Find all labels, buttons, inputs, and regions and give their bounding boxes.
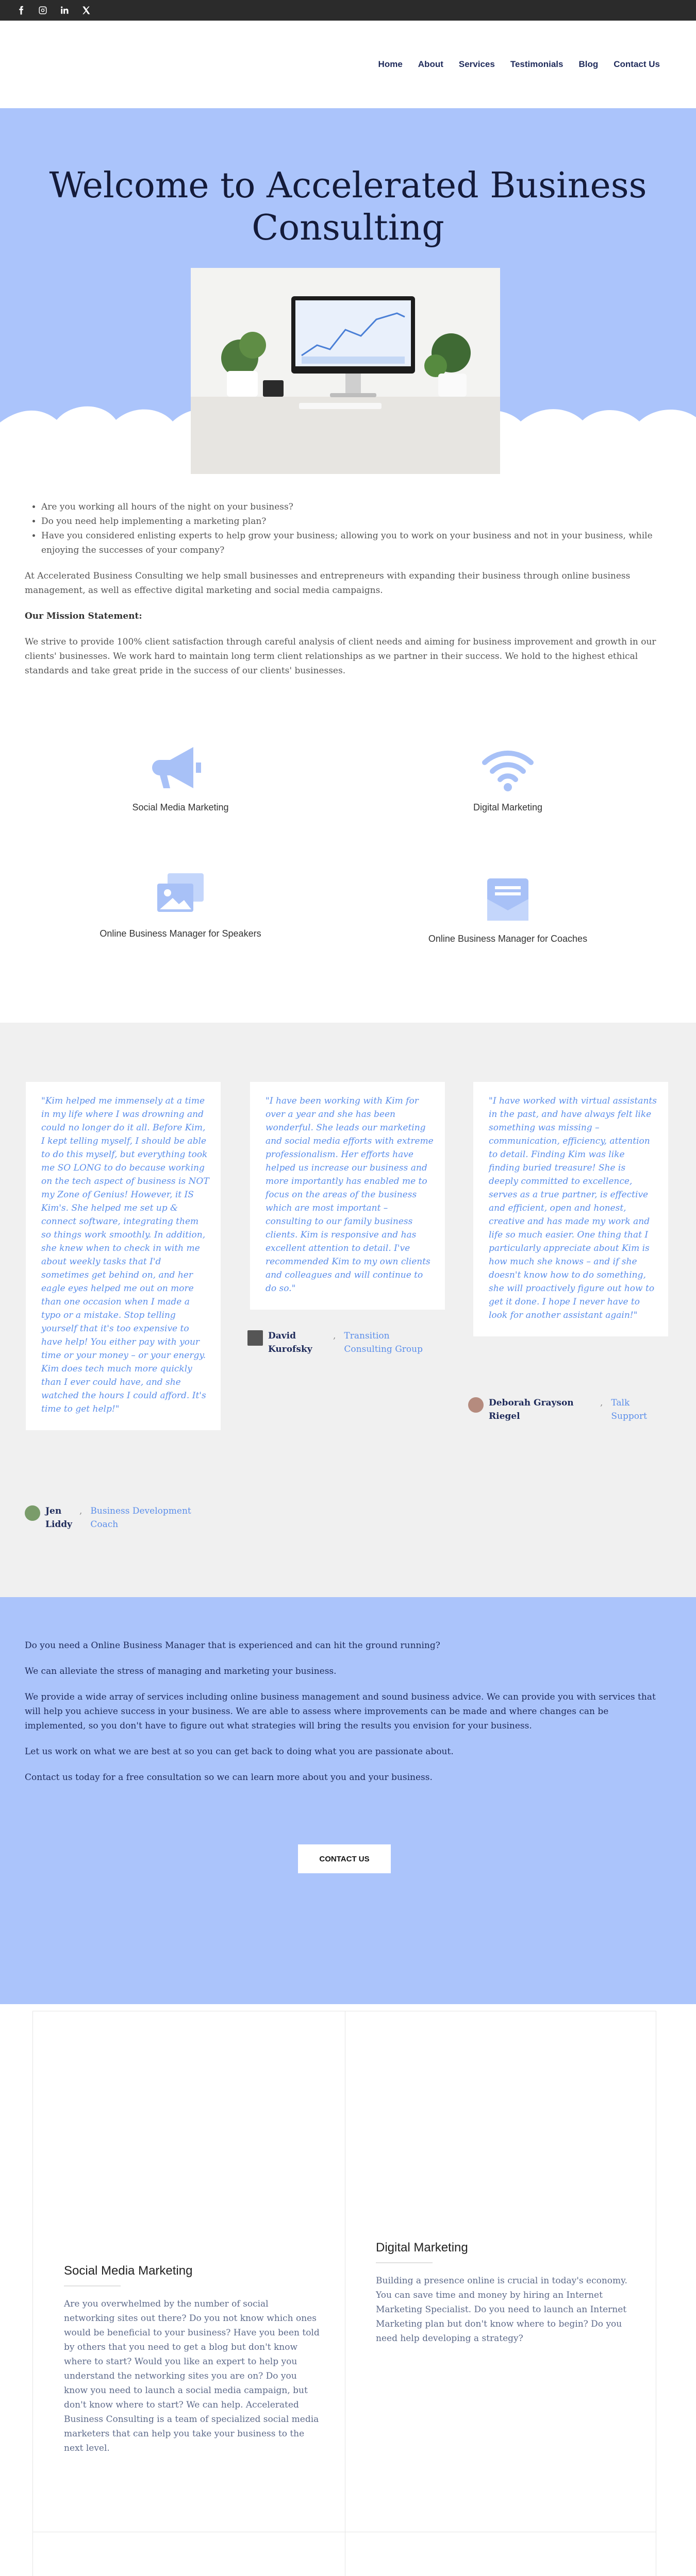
image-gallery-icon <box>67 866 294 922</box>
testimonial-quote: "I have worked with virtual assistants in the past, and have always felt like something was missing – communication, efficiency, attention to detail. Finding Kim was like finding buried treasure! She is deeply committed to excellence, serves as a true partner, is effective and efficient, open and honest, creative and has made my work and life so much easier. One thing that I particularly appreciate about Kim is how much she knows – and if she doesn't know how to do something, she will proactively figure out how to get it done. I hope I never have to look for another assistant again!" <box>489 1096 657 1320</box>
envelope-icon <box>394 871 621 927</box>
author-first-name: Jen <box>45 1506 62 1516</box>
grid-cell-social-media[interactable] <box>64 2264 322 2455</box>
cta-paragraph: Contact us today for a free consultation so we can learn more about you and your business. <box>25 1772 433 1783</box>
hero-title <box>0 165 696 249</box>
author-role-line2: Coach <box>90 1519 119 1530</box>
avatar <box>468 1397 484 1413</box>
intro-bullets <box>25 500 671 557</box>
nav-contact-us[interactable]: Contact Us <box>614 59 660 69</box>
title-underline <box>376 2262 433 2263</box>
grid-cell-digital-marketing[interactable] <box>376 2241 634 2346</box>
hero-title-line1: Welcome to Accelerated Business <box>49 165 647 206</box>
megaphone-icon <box>67 739 294 796</box>
grid-cell-title: Social Media Marketing <box>64 2264 193 2278</box>
wifi-icon <box>394 739 621 796</box>
desk-computer-image <box>191 268 500 474</box>
intro-bullet: • Do you need help implementing a marketing plan? <box>41 514 671 529</box>
service-label: Online Business Manager for Speakers <box>100 928 261 939</box>
mission-statement: We strive to provide 100% client satisfaction through careful analysis of client needs and aiming for business improvement and growth in our clients' businesses. We work hard to maintain long term client relationships as we partner in their success. We hold to the highest ethical standards and take great pride in the success of our clients' businesses. <box>25 637 656 676</box>
author-role-line2: Support <box>611 1411 647 1421</box>
separator: , <box>333 1331 336 1341</box>
author-role <box>611 1396 647 1423</box>
author-role-line1: Transition <box>344 1331 390 1341</box>
social-bar <box>0 0 696 21</box>
main-nav <box>0 21 696 108</box>
service-digital-marketing[interactable] <box>394 739 621 813</box>
testimonial-quote: "I have been working with Kim for over a year and she has been wonderful. She leads our marketing and social media efforts with extreme professionalism. Her efforts have helped us increase our business and more importantly has enabled me to focus on the areas of the business which are most important – consulting to our family business clients. Kim is responsive and has excellent attention to detail. I've recommended Kim to my own clients and colleagues and will continue to do so." <box>266 1096 434 1294</box>
x-icon[interactable] <box>80 5 92 16</box>
service-obm-speakers[interactable] <box>67 866 294 939</box>
author-role-line1: Business Development <box>90 1506 191 1516</box>
title-underline <box>64 2285 121 2286</box>
testimonials-section <box>0 1023 696 1597</box>
author-last-name: Kurofsky <box>268 1344 312 1354</box>
intro-section <box>25 500 671 689</box>
nav-blog[interactable]: Blog <box>578 59 599 69</box>
mission-heading: Our Mission Statement: <box>25 611 142 621</box>
author-first-name: David <box>268 1331 296 1341</box>
author-name <box>268 1329 325 1356</box>
nav-about[interactable]: About <box>418 59 443 69</box>
author-name <box>45 1504 71 1531</box>
nav-testimonials[interactable]: Testimonials <box>510 59 564 69</box>
author-first-name: Deborah Grayson <box>489 1398 574 1408</box>
intro-bullet: • Are you working all hours of the night on your business? <box>41 500 671 514</box>
instagram-icon[interactable] <box>37 5 48 16</box>
company-logo <box>247 1330 263 1346</box>
author-role <box>90 1504 191 1531</box>
testimonial-card <box>473 1082 668 1336</box>
contact-us-button[interactable]: CONTACT US <box>298 1844 391 1873</box>
author-role-line1: Talk <box>611 1398 630 1408</box>
nav-home[interactable]: Home <box>378 59 403 69</box>
author-last-name: Riegel <box>489 1411 520 1421</box>
nav-services[interactable]: Services <box>458 59 495 69</box>
testimonial-author <box>247 1329 443 1356</box>
separator: , <box>600 1398 603 1408</box>
grid-cell-text: Are you overwhelmed by the number of social networking sites out there? Do you not know which ones would be beneficial to your business? Have you been told by others that you need to get a blog but don't know where to start? Would you like an expert to help you understand the networking sites you are on? Do you know you need to launch a social media campaign, but don't know where to start? We can help. Accelerated Business Consulting is a team of specialized social media marketers that can help you take your business to the next level. <box>64 2299 320 2453</box>
intro-bullet: • Have you considered enlisting experts to help grow your business; allowing you to work on your business and not in your business, while enjoying the successes of your company? <box>41 529 671 557</box>
testimonial-card <box>26 1082 221 1430</box>
separator: , <box>79 1506 82 1516</box>
testimonial-card <box>250 1082 445 1310</box>
testimonial-author <box>25 1504 216 1531</box>
service-label: Online Business Manager for Coaches <box>428 934 588 944</box>
cta-text <box>25 1638 671 1796</box>
testimonial-quote: "Kim helped me immensely at a time in my life where I was drowning and could no longer do it all. Before Kim, I kept telling myself, I should be able to do this myself, but everything took me SO LONG to do because working on the tech aspect of business is NOT my Zone of Genius! However, it IS Kim's. She helped me set up & connect software, integrating them so things work smoothly. In addition, she knew when to check in with me about weekly tasks that I'd sometimes get behind on, and her eagle eyes helped me out on more than one occasion when I made a typo or a mistake. Stop telling yourself that it's too expensive to have help! You either pay with your time or your money – or your energy. Kim does tech much more quickly than I ever could have, and she watched the hours I could afford. It's time to get help!" <box>41 1096 209 1414</box>
services-grid <box>32 2011 656 2576</box>
author-role-line2: Consulting Group <box>344 1344 423 1354</box>
cta-paragraph: We can alleviate the stress of managing and marketing your business. <box>25 1666 337 1676</box>
cta-paragraph: Do you need a Online Business Manager that is experienced and can hit the ground running? <box>25 1640 440 1651</box>
service-label: Digital Marketing <box>473 802 543 812</box>
avatar <box>25 1505 40 1521</box>
testimonial-author <box>468 1396 674 1423</box>
grid-cell-title: Digital Marketing <box>376 2241 468 2255</box>
linkedin-icon[interactable] <box>59 5 70 16</box>
author-last-name: Liddy <box>45 1519 73 1530</box>
hero-section <box>0 108 696 453</box>
grid-cell-text: Building a presence online is crucial in today's economy. You can save time and money by hiring an Internet Marketing Specialist. Do you need to launch an Internet Marketing plan but don't know where to begin? Do you need help developing a strategy? <box>376 2276 627 2344</box>
service-social-media[interactable] <box>67 739 294 813</box>
service-obm-coaches[interactable] <box>394 871 621 944</box>
author-name <box>489 1396 592 1423</box>
desk-illustration <box>191 268 500 474</box>
hero-title-line2: Consulting <box>252 208 444 248</box>
intro-paragraph: At Accelerated Business Consulting we help small businesses and entrepreneurs with expanding their business through online business management, as well as effective digital marketing and social media campaigns. <box>25 571 631 596</box>
cta-section <box>0 1597 696 2004</box>
service-label: Social Media Marketing <box>132 802 229 812</box>
facebook-icon[interactable] <box>15 5 27 16</box>
cta-paragraph: Let us work on what we are best at so you can get back to doing what you are passionate about. <box>25 1747 454 1757</box>
author-role <box>344 1329 423 1356</box>
cta-paragraph: We provide a wide array of services including online business management and sound business advice. We can provide you with services that will help you achieve success in your business. We are able to assess where improvements can be made and where changes can be implemented, so you don't have to figure out what strategies will bring the results you envision for your business. <box>25 1692 656 1731</box>
